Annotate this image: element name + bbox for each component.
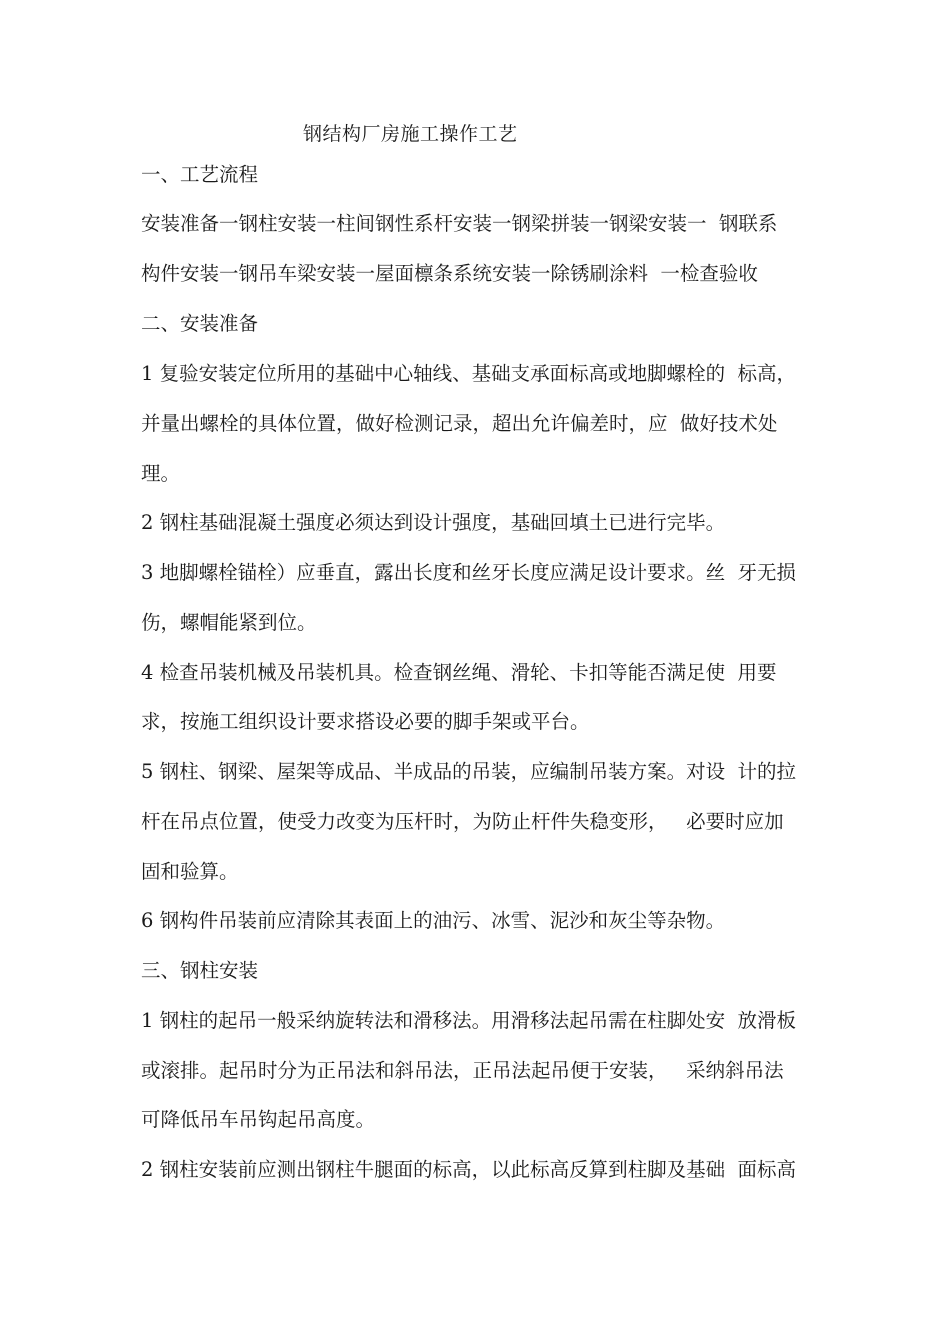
paragraph-line: 1 钢柱的起吊一般采纳旋转法和滑移法。用滑移法起吊需在柱脚处安 放滑板	[141, 1009, 797, 1032]
paragraph-line: 2 钢柱基础混凝土强度必须达到设计强度，基础回填土已进行完毕。	[141, 511, 726, 534]
paragraph-line: 3 地脚螺栓锚栓）应垂直，露出长度和丝牙长度应满足设计要求。丝 牙无损	[141, 561, 797, 584]
paragraph-line: 5 钢柱、钢梁、屋架等成品、半成品的吊装，应编制吊装方案。对设 计的拉	[141, 760, 797, 783]
paragraph-line: 1 复验安装定位所用的基础中心轴线、基础支承面标高或地脚螺栓的 标高，	[141, 362, 797, 385]
paragraph-line: 并量出螺栓的具体位置，做好检测记录，超出允许偏差时，应 做好技术处	[141, 412, 778, 435]
paragraph-line: 2 钢柱安装前应测出钢柱牛腿面的标高，以此标高反算到柱脚及基础 面标高	[141, 1158, 797, 1181]
paragraph-line: 可降低吊车吊钩起吊高度。	[141, 1108, 376, 1131]
section-heading-column-install: 三、钢柱安装	[141, 959, 259, 982]
section-heading-preparation: 二、安装准备	[141, 312, 259, 335]
document-title: 钢结构厂房施工操作工艺	[303, 123, 518, 145]
paragraph-line: 安装准备一钢柱安装一柱间钢性系杆安装一钢梁拼装一钢梁安装一 钢联系	[141, 212, 778, 235]
paragraph-line: 固和验算。	[141, 860, 239, 883]
section-heading-process: 一、工艺流程	[141, 163, 259, 186]
paragraph-line: 杆在吊点位置，使受力改变为压杆时，为防止杆件失稳变形， 必要时应加	[141, 810, 784, 833]
paragraph-line: 4 检查吊装机械及吊装机具。检查钢丝绳、滑轮、卡扣等能否满足使 用要	[141, 661, 777, 684]
paragraph-line: 理。	[141, 462, 181, 485]
paragraph-line: 6 钢构件吊装前应清除其表面上的油污、冰雪、泥沙和灰尘等杂物。	[141, 909, 726, 932]
paragraph-line: 求，按施工组织设计要求搭设必要的脚手架或平台。	[141, 710, 590, 733]
paragraph-line: 构件安装一钢吊车梁安装一屋面檩条系统安装一除锈刷涂料 一检查验收	[141, 262, 758, 285]
paragraph-line: 伤，螺帽能紧到位。	[141, 611, 317, 634]
paragraph-line: 或滚排。起吊时分为正吊法和斜吊法，正吊法起吊便于安装， 采纳斜吊法	[141, 1059, 784, 1082]
